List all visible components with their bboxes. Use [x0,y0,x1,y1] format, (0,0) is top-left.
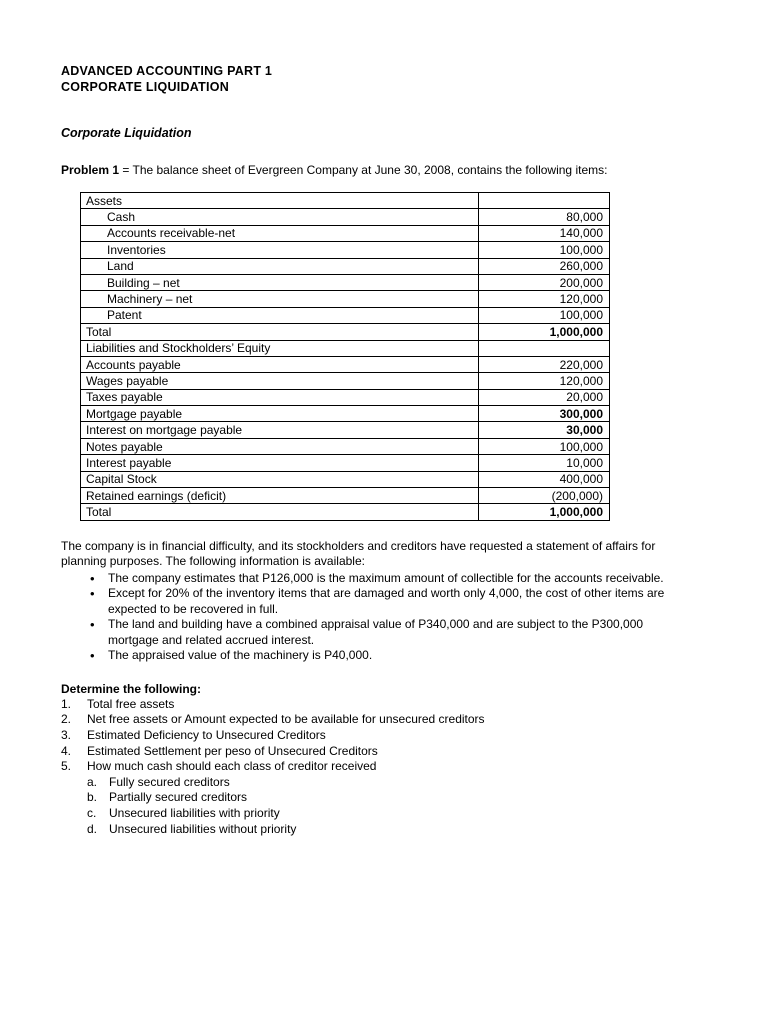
table-cell-amount: 200,000 [479,274,610,290]
list-item-label: Estimated Deficiency to Unsecured Creditors [87,728,326,742]
list-item-marker: 3. [61,728,72,742]
assumptions-list [61,571,709,664]
table-row [81,504,610,520]
table-cell-label: Building – net [81,274,479,290]
table-cell-label: Accounts receivable-net [81,225,479,241]
table-cell-label: Interest payable [81,455,479,471]
list-item-label: Partially secured creditors [109,790,248,805]
list-item-label: Except for 20% of the inventory items that are damaged and worth only 4,000, the cost of other items are expected to be recovered in full. [108,586,665,616]
list-item-marker: c. [87,805,97,820]
list-item [61,571,695,587]
list-item-label: How much cash should each class of creditor received [87,759,377,774]
page-title: ADVANCED ACCOUNTING PART 1 [61,64,273,78]
list-item-label: Estimated Settlement per peso of Unsecured Creditors [87,743,378,758]
list-item [87,822,709,838]
table-row [81,471,610,487]
table-row [81,225,610,241]
table-cell-label: Mortgage payable [81,406,479,422]
table-row [81,324,610,340]
table-cell-amount: 80,000 [479,209,610,225]
table-row [81,373,610,389]
table-cell-amount: 140,000 [479,225,610,241]
balance-sheet-body [81,193,610,521]
list-item [61,744,709,760]
table-cell-label: Cash [81,209,479,225]
list-item [61,648,695,664]
table-cell-label: Patent [81,307,479,323]
table-row [81,274,610,290]
table-cell-label: Total [81,504,479,520]
table-cell-amount: 120,000 [479,373,610,389]
list-item-marker: a. [87,774,98,789]
table-cell-amount: 100,000 [479,438,610,454]
table-cell-amount: 1,000,000 [479,504,610,520]
list-item [61,728,709,744]
list-item-label: Total free assets [87,696,175,711]
list-item [61,712,709,728]
table-row [81,242,610,258]
list-item-marker: 4. [61,743,72,758]
table-cell-label: Retained earnings (deficit) [81,488,479,504]
table-row [81,258,610,274]
table-cell-label: Accounts payable [81,356,479,372]
table-cell-amount: 300,000 [479,406,610,422]
bullet-icon: • [90,570,95,586]
list-item-marker: 2. [61,712,72,727]
table-cell-label: Wages payable [81,373,479,389]
table-cell-label: Machinery – net [81,291,479,307]
table-cell-amount: 260,000 [479,258,610,274]
list-item-marker: 5. [61,759,72,774]
page-subtitle: CORPORATE LIQUIDATION [61,79,229,94]
balance-sheet-table [80,192,610,521]
list-item-label: Unsecured liabilities without priority [109,821,297,836]
table-cell-label: Inventories [81,242,479,258]
problem-statement [61,162,709,178]
table-cell-label: Interest on mortgage payable [81,422,479,438]
list-item-label: The company estimates that P126,000 is the maximum amount of collectible for the accounts receivable. [108,570,664,585]
table-cell-amount: 30,000 [479,422,610,438]
section-heading: Corporate Liquidation [61,126,192,140]
requirements-sublist [87,775,709,837]
table-cell-amount [479,340,610,356]
problem-text: = The balance sheet of Evergreen Company at June 30, 2008, contains the following items: [119,163,608,177]
table-cell-amount: 1,000,000 [479,324,610,340]
table-row [81,356,610,372]
problem-label: Problem 1 [61,163,120,177]
list-item-label: Net free assets or Amount expected to be available for unsecured creditors [87,712,485,727]
list-item [87,775,709,791]
table-row [81,307,610,323]
table-row [81,193,610,209]
table-row [81,438,610,454]
bullet-icon: • [90,617,95,633]
list-item [61,586,695,617]
list-item-label: Fully secured creditors [109,774,230,789]
list-item-marker: b. [87,790,98,805]
list-item [87,790,709,806]
requirements-heading: Determine the following: [61,681,202,696]
table-row [81,422,610,438]
narrative-paragraph: The company is in financial difficulty, and its stockholders and creditors have requested a statement of affairs for planning purposes. The following information is available: [61,538,656,569]
document-header [61,64,709,95]
table-cell-label: Liabilities and Stockholders’ Equity [81,340,479,356]
table-cell-amount: 220,000 [479,356,610,372]
bullet-icon: • [90,648,95,664]
table-cell-amount: 100,000 [479,307,610,323]
table-cell-label: Notes payable [81,438,479,454]
table-cell-label: Land [81,258,479,274]
list-item [61,759,709,837]
table-cell-label: Taxes payable [81,389,479,405]
list-item [87,806,709,822]
table-cell-amount: 120,000 [479,291,610,307]
table-cell-amount: 400,000 [479,471,610,487]
list-item [61,697,709,713]
table-cell-label: Capital Stock [81,471,479,487]
table-cell-label: Assets [81,193,479,209]
table-cell-amount [479,193,610,209]
table-row [81,209,610,225]
table-row [81,488,610,504]
list-item-label: The land and building have a combined appraisal value of P340,000 and are subject to the P300,000 mortgage and related accrued interest. [108,617,644,647]
table-row [81,406,610,422]
table-cell-amount: 100,000 [479,242,610,258]
bullet-icon: • [90,586,95,602]
list-item-label: The appraised value of the machinery is P40,000. [108,648,373,663]
table-row [81,340,610,356]
table-cell-amount: (200,000) [479,488,610,504]
table-row [81,389,610,405]
table-cell-amount: 20,000 [479,389,610,405]
table-cell-amount: 10,000 [479,455,610,471]
document-content [61,64,709,837]
table-cell-label: Total [81,324,479,340]
list-item-marker: 1. [61,696,72,711]
table-row [81,291,610,307]
list-item-label: Unsecured liabilities with priority [109,805,280,820]
list-item-marker: d. [87,821,98,836]
table-row [81,455,610,471]
list-item [61,617,695,648]
requirements-list [61,697,709,837]
